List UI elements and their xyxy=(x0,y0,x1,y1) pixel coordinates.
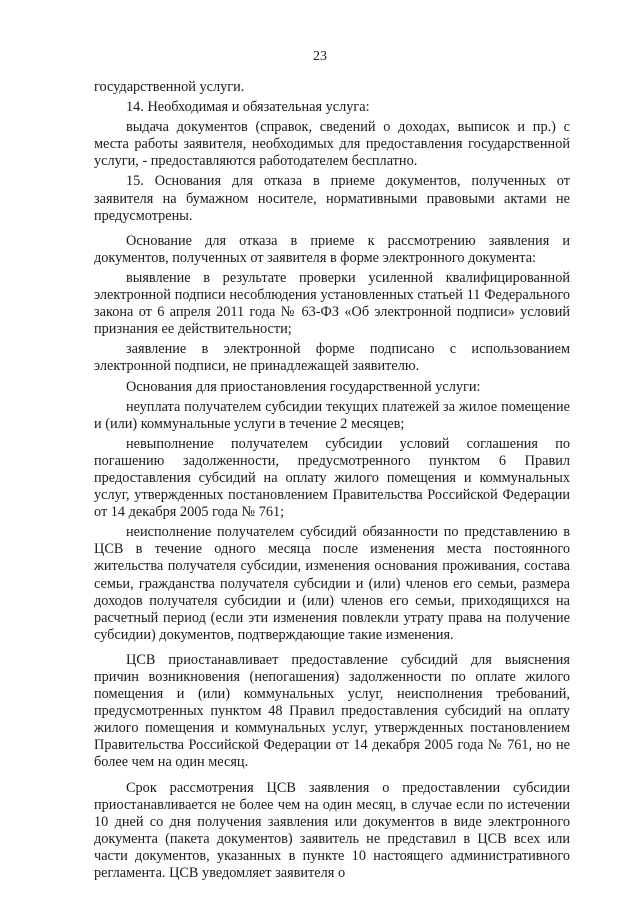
paragraph: Основания для приостановления государственной услуги: xyxy=(126,378,481,395)
document-body xyxy=(94,79,570,882)
paragraph: выдача документов (справок, сведений о доходах, выписок и пр.) с места работы заявителя, необходимых для предоставления государственной услуги, - предоставляются работодателем бесплатно. xyxy=(94,119,570,170)
paragraph: Срок рассмотрения ЦСВ заявления о предоставлении субсидии приостанавливается не более чем на один месяц, в случае если по истечении 10 дней со дня получения заявления или документов в виде электронного документа (пакета документов) заявитель не представил в ЦСВ всех или части документов, указанных в пункте 10 настоящего административного регламента. ЦСВ уведомляет заявителя о xyxy=(94,779,570,882)
page-number: 23 xyxy=(313,49,327,64)
paragraph: неисполнение получателем субсидий обязанности по представлению в ЦСВ в течение одного месяца после изменения места постоянного жительства получателя субсидии, изменения основания проживания, состава семьи, гражданства получателя субсидии и (или) членов его семьи, размера доходов получателя субсидии и (или) членов его семьи, приходящихся на расчетный период (если эти изменения повлекли утрату права на получение субсидии) документов, подтверждающие такие изменения. xyxy=(94,524,570,643)
paragraph: невыполнение получателем субсидии условий соглашения по погашению задолженности, предусмотренного пунктом 6 Правил предоставления субсидий на оплату жилого помещения и коммунальных услуг, утвержденных постановлением Правительства Российской Федерации от 14 декабря 2005 года № 761; xyxy=(94,435,570,521)
paragraph: неуплата получателем субсидии текущих платежей за жилое помещение и (или) коммунальные услуги в течение 2 месяцев; xyxy=(94,398,570,432)
paragraph: выявление в результате проверки усиленной квалифицированной электронной подписи несоблюдения установленных статьей 11 Федерального закона от 6 апреля 2011 года № 63-ФЗ «Об электронной подписи» условий признания ее действительности; xyxy=(94,269,570,338)
paragraph: заявление в электронной форме подписано с использованием электронной подписи, не принадлежащей заявителю. xyxy=(94,341,570,375)
paragraph: ЦСВ приостанавливает предоставление субсидий для выяснения причин возникновения (непогашения) задолженности по оплате жилого помещения и (или) коммунальных услуг, неисполнения требований, предусмотренных пунктом 48 Правил предоставления субсидий на оплату жилого помещения и коммунальных услуг, утвержденных постановлением Правительства Российской Федерации от 14 декабря 2005 года № 761, но не более чем на один месяц. xyxy=(94,651,570,771)
paragraph: государственной услуги. xyxy=(94,79,245,95)
paragraph: 15. Основания для отказа в приеме документов, полученных от заявителя на бумажном носителе, нормативными правовыми актами не предусмотрены. xyxy=(94,173,570,224)
paragraph: Основание для отказа в приеме к рассмотрению заявления и документов, полученных от заявителя в форме электронного документа: xyxy=(94,232,570,266)
paragraph: 14. Необходимая и обязательная услуга: xyxy=(126,99,370,116)
